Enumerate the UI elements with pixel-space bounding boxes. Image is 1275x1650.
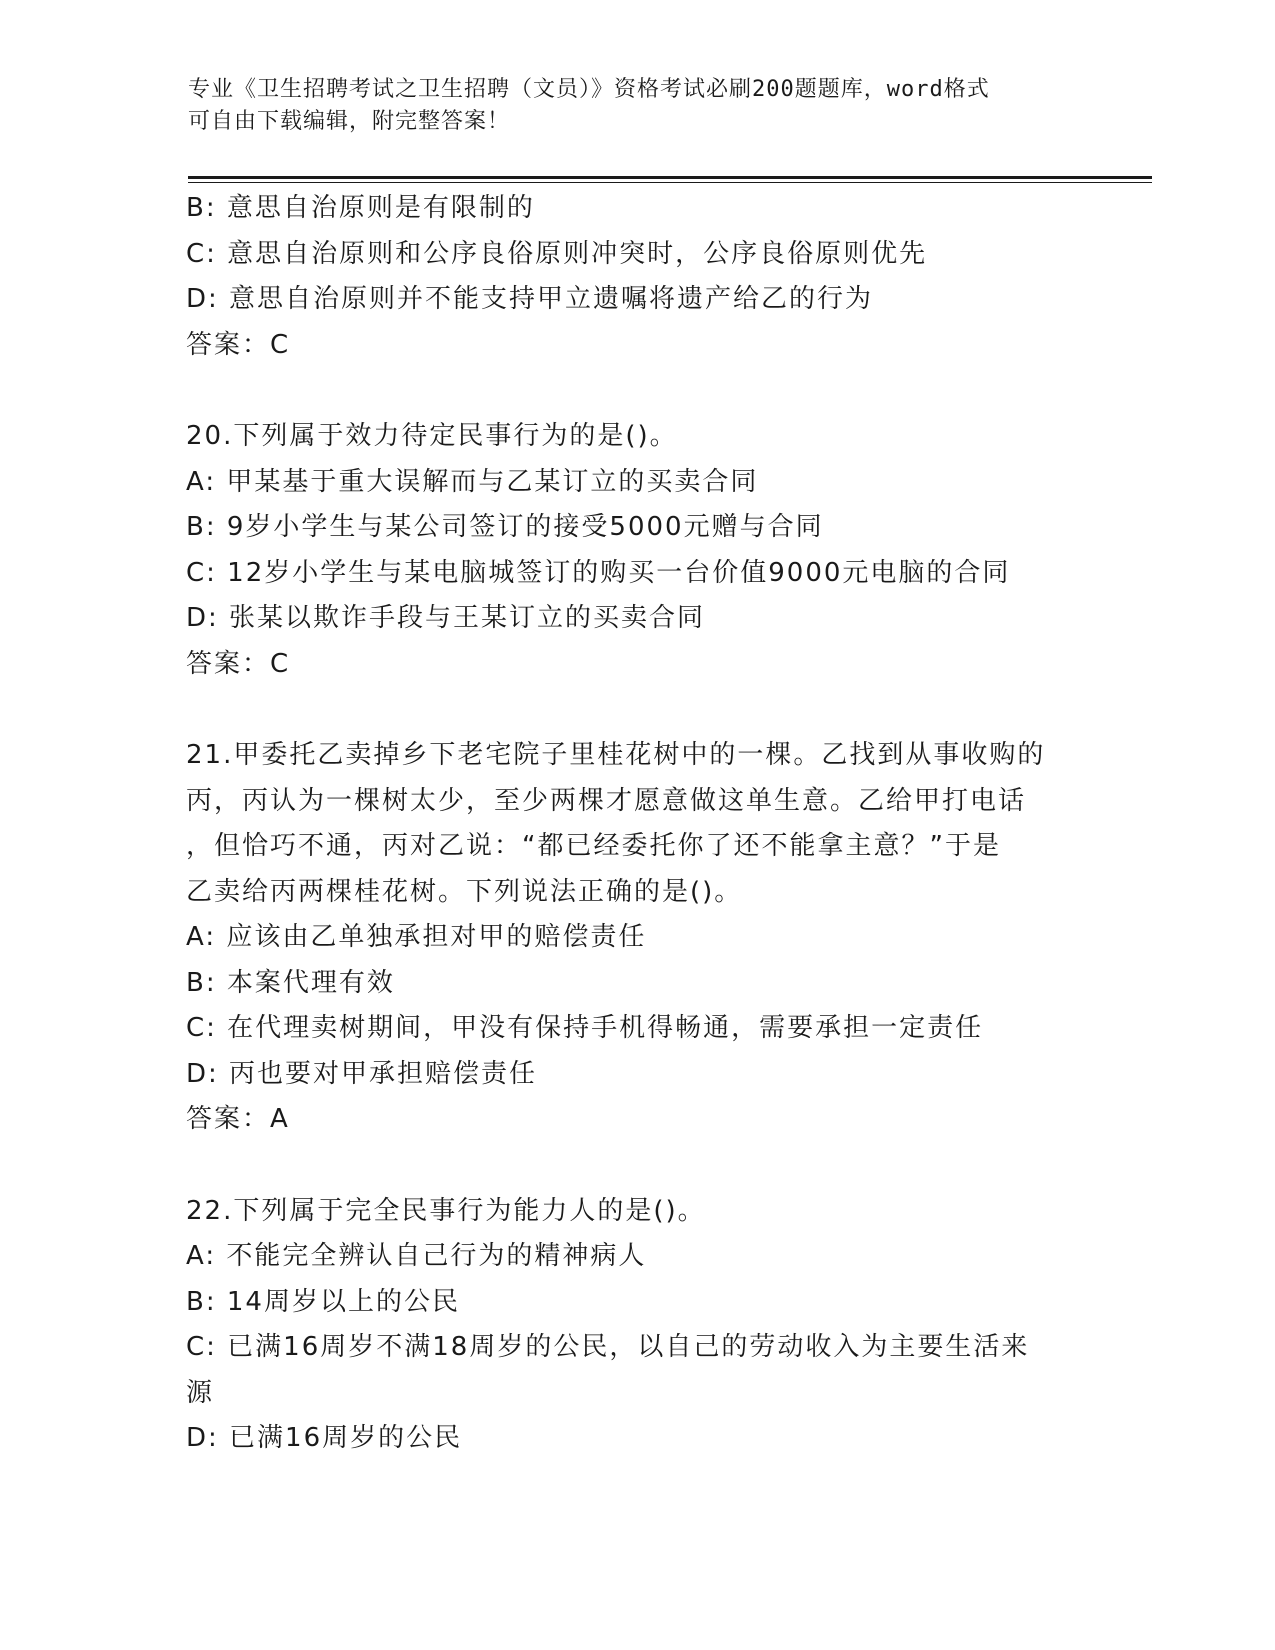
header-rule-thin [188,182,1152,183]
option-c: C: 在代理卖树期间，甲没有保持手机得畅通，需要承担一定责任 [186,1013,984,1043]
option-c: C: 12岁小学生与某电脑城签订的购买一台价值9000元电脑的合同 [186,557,1011,588]
option-d: D: 张某以欺诈手段与王某订立的买卖合同 [186,603,706,633]
question-block-20 [186,414,1086,687]
answer-line: 答案：C [186,329,291,360]
option-a: A: 甲某基于重大误解而与乙某订立的买卖合同 [186,466,759,497]
answer-line: 答案：C [186,648,291,679]
option-a: A: 不能完全辨认自己行为的精神病人 [186,1241,647,1271]
question-stem-line-1: 21.甲委托乙卖掉乡下老宅院子里桂花树中的一棵。乙找到从事收购的 [186,740,1046,770]
spacer [186,368,1086,414]
option-b: B: 14周岁以上的公民 [186,1286,460,1317]
header-rule-thick [188,176,1152,179]
question-block-previous [186,186,1086,368]
option-b: B: 9岁小学生与某公司签订的接受5000元赠与合同 [186,512,824,542]
header-title-line-1: 专业《卫生招聘考试之卫生招聘（文员）》资格考试必刷200题题库，word格式 [188,77,990,102]
header-title-line-2: 可自由下载编辑，附完整答案！ [188,109,511,134]
question-list [186,186,1086,1462]
question-stem-line-4: 乙卖给丙两棵桂花树。下列说法正确的是()。 [186,876,743,907]
question-block-21 [186,733,1086,1143]
question-stem: 20.下列属于效力待定民事行为的是()。 [186,421,678,451]
option-b: B: 本案代理有效 [186,967,395,998]
page-header [188,74,1068,138]
option-c: C: 已满16周岁不满18周岁的公民，以自己的劳动收入为主要生活来 [186,1332,1030,1362]
answer-line: 答案：A [186,1104,290,1134]
spacer [186,687,1086,733]
option-c-continued: 源 [186,1377,215,1408]
question-stem-line-3: ，但恰巧不通，丙对乙说：“都已经委托你了还不能拿主意？”于是 [186,831,1001,861]
option-d: D: 丙也要对甲承担赔偿责任 [186,1058,538,1089]
question-stem: 22.下列属于完全民事行为能力人的是()。 [186,1195,706,1226]
option-a: A: 应该由乙单独承担对甲的赔偿责任 [186,922,647,952]
spacer [186,1143,1086,1189]
question-block-22 [186,1189,1086,1462]
option-c: C: 意思自治原则和公序良俗原则冲突时，公序良俗原则优先 [186,238,928,269]
option-b: B: 意思自治原则是有限制的 [186,193,535,223]
question-stem-line-2: 丙，丙认为一棵树太少，至少两棵才愿意做这单生意。乙给甲打电话 [186,785,1027,816]
option-d: D: 已满16周岁的公民 [186,1423,463,1453]
option-d: D: 意思自治原则并不能支持甲立遗嘱将遗产给乙的行为 [186,284,874,314]
